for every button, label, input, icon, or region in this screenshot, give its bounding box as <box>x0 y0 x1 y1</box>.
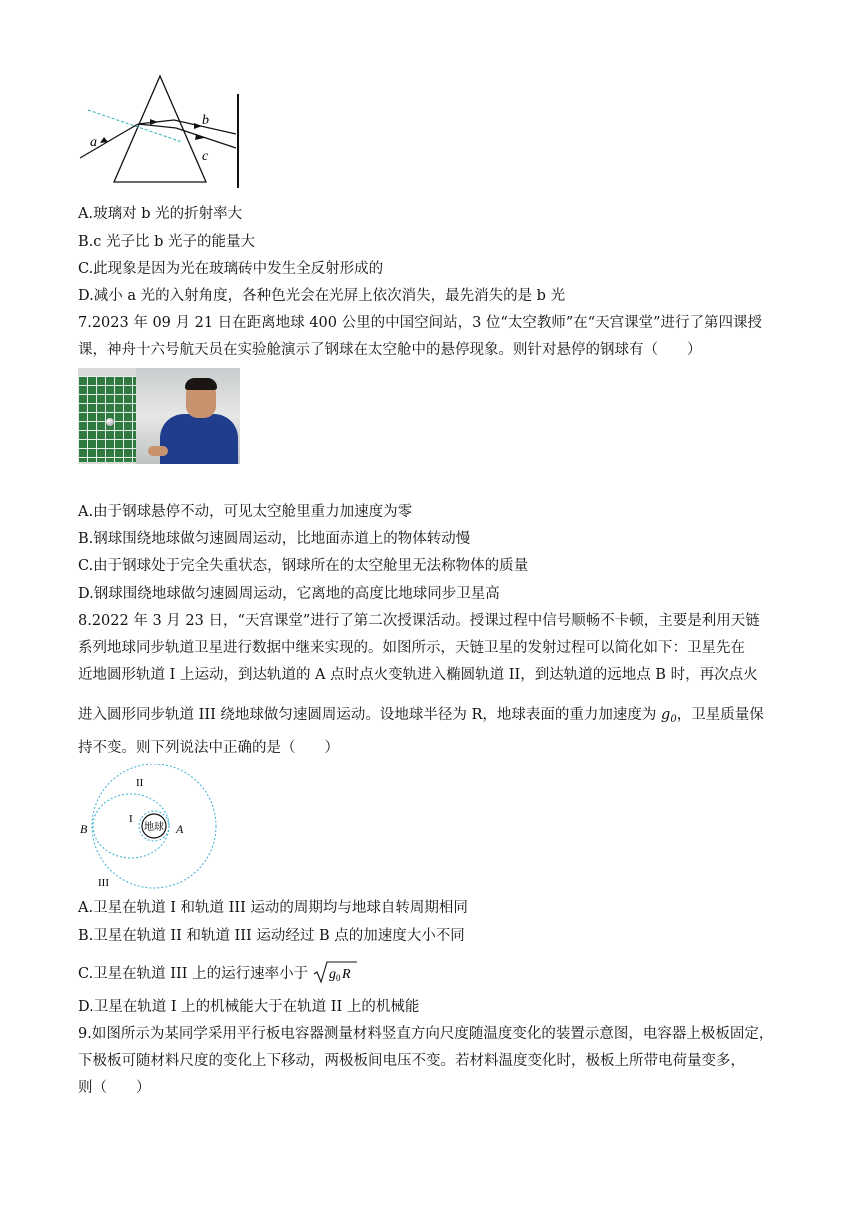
label-A: A <box>176 822 184 836</box>
q7-option-c: C.由于钢球处于完全失重状态，钢球所在的太空舱里无法称物体的质量 <box>78 558 529 574</box>
inner-ray-2 <box>138 124 176 128</box>
exit-ray-c <box>176 128 236 148</box>
q7-option-b: B.钢球围绕地球做匀速圆周运动，比地面赤道上的物体转动慢 <box>78 531 471 547</box>
q6-option-c: C.此现象是因为光在玻璃砖中发生全反射形成的 <box>78 261 384 277</box>
q9-stem-line-3: 则（ ） <box>78 1080 151 1096</box>
label-II: II <box>136 777 144 789</box>
inner-arrow <box>150 119 158 125</box>
q9-stem-line-2: 下极板可随材料尺度的变化上下移动，两极板间电压不变。若材料温度变化时，极板上所带电荷量变多， <box>78 1053 745 1069</box>
orbit-diagram <box>78 764 228 896</box>
astronaut-hand <box>148 446 168 456</box>
ray-label-b: b <box>202 113 209 128</box>
q9-stem-line-1: 9.如图所示为某同学采用平行板电容器测量材料竖直方向尺度随温度变化的装置示意图，电容器上极板固定， <box>78 1026 774 1042</box>
q8-stem-line-4-text: 进入圆形同步轨道 III 绕地球做匀速圆周运动。设地球半径为 R，地球表面的重力加速度为 <box>78 707 662 723</box>
steel-ball <box>106 418 114 426</box>
ray-label-c: c <box>202 149 209 164</box>
q8-stem-line-1: 8.2022 年 3 月 23 日，“天宫课堂”进行了第二次授课活动。授课过程中信号顺畅不卡顿，主要是利用天链 <box>78 613 760 629</box>
q8-stem-line-5: 持不变。则下列说法中正确的是（ ） <box>78 740 339 756</box>
label-I: I <box>129 813 133 825</box>
incident-ray-a <box>80 124 138 158</box>
q8-option-a: A.卫星在轨道 I 和轨道 III 运动的周期均与地球自转周期相同 <box>78 900 468 916</box>
space-station-photo <box>78 368 240 464</box>
label-B: B <box>80 822 88 836</box>
ray-label-a: a <box>90 135 97 150</box>
svg-text:0: 0 <box>335 973 341 983</box>
q7-stem-line-1: 7.2023 年 09 月 21 日在距离地球 400 公里的中国空间站，3 位“太空教师”在“天宫课堂”进行了第四课授 <box>78 315 763 331</box>
q8-stem-line-2: 系列地球同步轨道卫星进行数据中继来实现的。如图所示，天链卫星的发射过程可以简化如下：卫星先在 <box>78 640 745 656</box>
q8-stem-line-3: 近地圆形轨道 I 上运动，到达轨道的 A 点时点火变轨进入椭圆轨道 II，到达轨道的远地点 B 时，再次点火 <box>78 667 758 683</box>
prism-figure <box>78 72 248 192</box>
q8-option-b: B.卫星在轨道 II 和轨道 III 运动经过 B 点的加速度大小不同 <box>78 928 465 944</box>
astronaut-suit <box>160 414 238 464</box>
q8-option-d: D.卫星在轨道 I 上的机械能大于在轨道 II 上的机械能 <box>78 999 420 1015</box>
q8-option-c-text: C.卫星在轨道 III 上的运行速率小于 <box>78 966 313 982</box>
sqrt-sign <box>313 960 357 984</box>
q7-option-a: A.由于钢球悬停不动，可见太空舱里重力加速度为零 <box>78 504 413 520</box>
svg-text:g: g <box>328 967 336 982</box>
g0-symbol: $g_0$ <box>661 707 677 725</box>
label-III: III <box>98 877 109 889</box>
incident-arrow <box>100 137 108 143</box>
q6-option-a: A.玻璃对 b 光的折射率大 <box>78 206 243 222</box>
prism-triangle <box>114 76 206 182</box>
q7-stem-line-2: 课，神舟十六号航天员在实验舱演示了钢球在太空舱中的悬停现象。则针对悬停的钢球有（ ） <box>78 342 702 358</box>
svg-text:R: R <box>341 967 351 982</box>
sqrt-expression <box>313 960 357 984</box>
exit-arrow-b <box>194 123 202 129</box>
astronaut-hair <box>185 378 217 390</box>
q8-option-c <box>78 960 357 984</box>
earth-label: 地球 <box>144 822 164 833</box>
q8-stem-line-4-tail: ，卫星质量保 <box>676 707 764 723</box>
q6-option-b: B.c 光子比 b 光子的能量大 <box>78 234 255 250</box>
q8-stem-line-4 <box>78 705 764 730</box>
q7-option-d: D.钢球围绕地球做匀速圆周运动，它离地的高度比地球同步卫星高 <box>78 586 500 602</box>
q6-option-d: D.减小 a 光的入射角度，各种色光会在光屏上依次消失，最先消失的是 b 光 <box>78 288 566 304</box>
